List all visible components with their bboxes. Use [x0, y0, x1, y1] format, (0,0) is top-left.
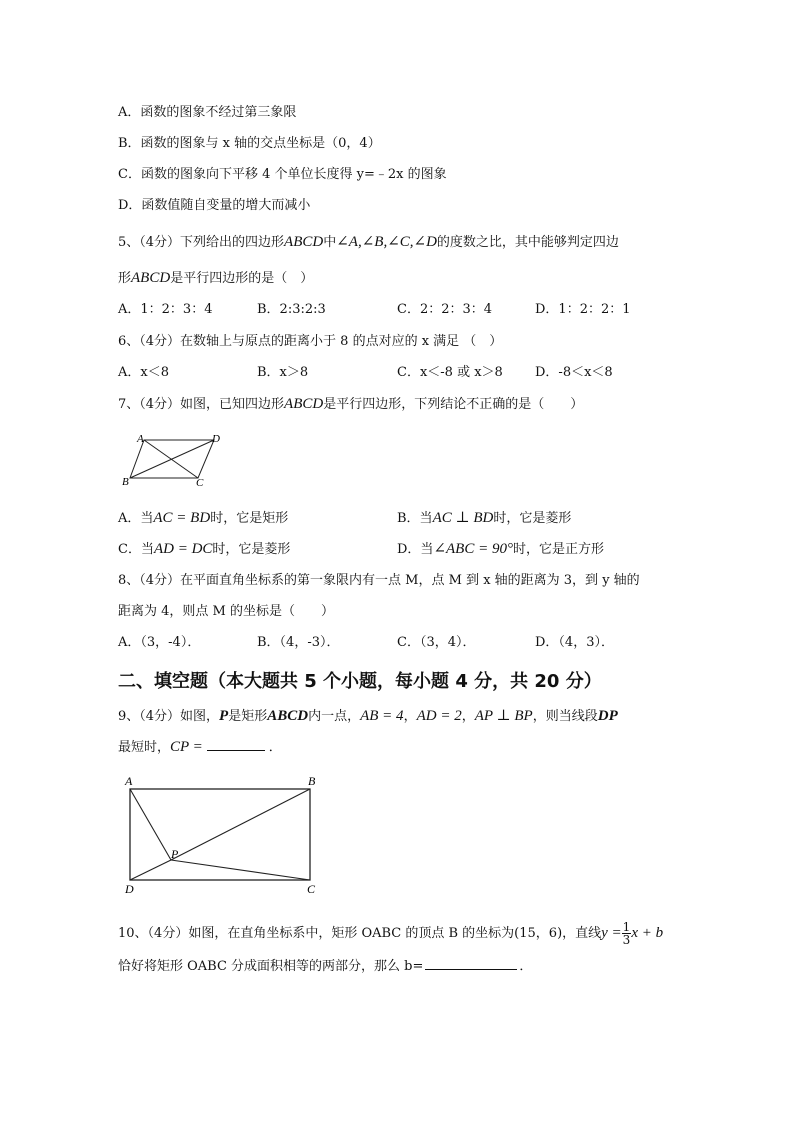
q5-stem-line1: 5、（4分）下列给出的四边形ABCD中∠A,∠B,∠C,∠D的度数之比，其中能够判定四边 — [118, 234, 619, 250]
q7-option-b: B．当AC ⊥ BD时，它是菱形 — [397, 510, 572, 526]
q4-option-a: A．函数的图象不经过第三象限 — [118, 105, 297, 120]
q5-stem-line2: 形ABCD是平行四边形的是（ ） — [118, 270, 314, 286]
q4-option-c: C．函数的图象向下平移 4 个单位长度得 y=﹣2x 的图象 — [118, 167, 447, 182]
q4-option-d: D．函数值随自变量的增大而减小 — [118, 198, 311, 213]
q10-stem-line1: 10、（4分）如图，在直角坐标系中，矩形 OABC 的顶点 B 的坐标为(15，6)，直线y = $\frac{1}{3}$ x + b — [118, 920, 664, 947]
q6-option-c: C．x＜-8 或 x＞8 — [397, 365, 503, 380]
label-c: C — [307, 882, 316, 896]
q9-stem-line1: 9、（4分）如图，P是矩形ABCD内一点，AB = 4，AD = 2，AP ⊥ BP，则当线段DP — [118, 708, 618, 724]
q9-rectangle-figure — [118, 772, 328, 896]
label-c: C — [196, 477, 204, 489]
label-b: B — [122, 476, 129, 488]
q6-option-a: A．x＜8 — [118, 365, 169, 380]
q8-option-c: C．（3，4）． — [397, 635, 476, 650]
section-heading: 二、填空题（本大题共 5 个小题，每小题 4 分，共 20 分） — [118, 671, 602, 692]
label-d: D — [212, 433, 220, 445]
q4-option-b: B．函数的图象与 x 轴的交点坐标是（0，4） — [118, 136, 381, 151]
q7-option-d: D．当∠ABC = 90°时，它是正方形 — [397, 541, 604, 557]
q5-option-a: A．1：2：3：4 — [118, 302, 213, 317]
q8-option-d: D．（4，3）． — [535, 635, 614, 650]
q5-option-d: D．1：2：2：1 — [535, 302, 631, 317]
q10-stem-line2: 恰好将矩形 OABC 分成面积相等的两部分，那么 b= ． — [118, 959, 533, 974]
q8-option-a: A．（3，-4）． — [118, 635, 201, 650]
q9-stem-line2: 最短时，CP = ． — [118, 739, 282, 755]
segment-dp — [130, 860, 171, 880]
segment-ap — [130, 789, 171, 860]
label-a: A — [137, 433, 144, 445]
label-d: D — [125, 882, 134, 896]
segment-cp — [171, 860, 310, 880]
q7-parallelogram-figure — [118, 428, 228, 490]
q6-option-b: B．x＞8 — [257, 365, 309, 380]
q6-option-d: D．-8＜x＜8 — [535, 365, 613, 380]
q7-stem: 7、（4分）如图，已知四边形ABCD是平行四边形，下列结论不正确的是（ ） — [118, 396, 584, 412]
q6-stem: 6、（4分）在数轴上与原点的距离小于 8 的点对应的 x 满足 （ ） — [118, 334, 503, 349]
fraction-one-third: $\frac{1}{3}$ — [622, 920, 631, 947]
label-a: A — [125, 774, 133, 788]
answer-blank[interactable] — [425, 957, 517, 970]
q8-stem-line2: 距离为 4，则点 M 的坐标是（ ） — [118, 604, 334, 619]
q8-stem-line1: 8、（4分）在平面直角坐标系的第一象限内有一点 M，点 M 到 x 轴的距离为 3，到 y 轴的 — [118, 573, 640, 588]
answer-blank[interactable] — [207, 738, 265, 751]
diagonal-bd — [130, 440, 214, 478]
label-p: P — [171, 847, 179, 861]
q7-option-a: A．当AC = BD时，它是矩形 — [118, 510, 289, 526]
q5-option-c: C．2：2：3：4 — [397, 302, 493, 317]
q8-option-b: B．（4，-3）． — [257, 635, 340, 650]
q5-option-b: B．2:3:2:3 — [257, 302, 326, 317]
label-b: B — [308, 774, 316, 788]
segment-bp — [171, 789, 310, 860]
q7-option-c: C．当AD = DC时，它是菱形 — [118, 541, 291, 557]
